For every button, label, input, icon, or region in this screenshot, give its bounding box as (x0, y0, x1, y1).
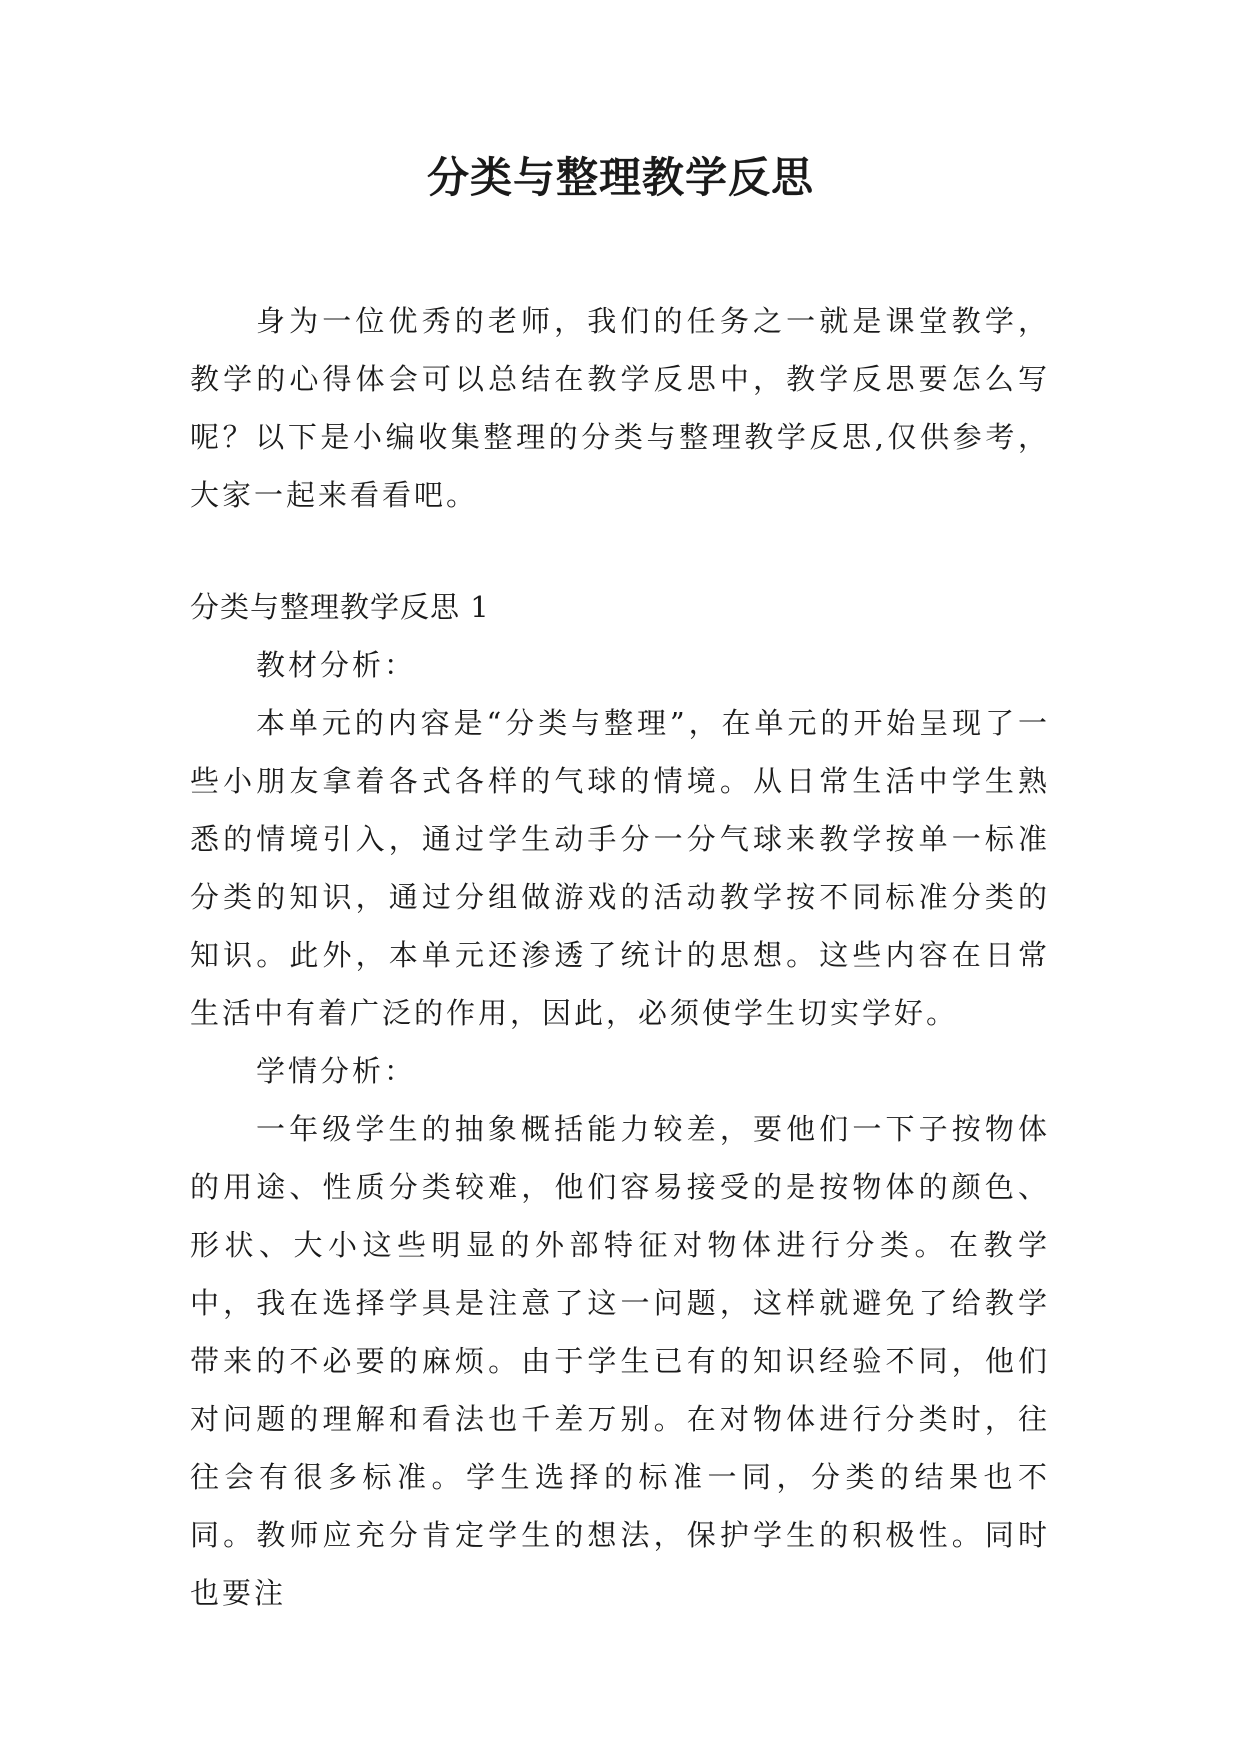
document-title: 分类与整理教学反思 (426, 153, 814, 202)
intro-paragraph: 身为一位优秀的老师，我们的任务之一就是课堂教学，教学的心得体会可以总结在教学反思中，教学反思要怎么写呢？以下是小编收集整理的分类与整理教学反思,仅供参考，大家一起来看看吧。 (190, 304, 1050, 512)
textbook-analysis-paragraph: 本单元的内容是“分类与整理”，在单元的开始呈现了一些小朋友拿着各式各样的气球的情境。从日常生活中学生熟悉的情境引入，通过学生动手分一分气球来教学按单一标准分类的知识，通过分组做游戏的活动教学按不同标准分类的知识。此外，本单元还渗透了统计的思想。这些内容在日常生活中有着广泛的作用，因此，必须使学生切实学好。 (190, 706, 1050, 1030)
section-heading: 分类与整理教学反思 1 (190, 590, 490, 624)
textbook-analysis-label: 教材分析： (256, 648, 417, 682)
student-analysis-paragraph: 一年级学生的抽象概括能力较差，要他们一下子按物体的用途、性质分类较难，他们容易接受的是按物体的颜色、形状、大小这些明显的外部特征对物体进行分类。在教学中，我在选择学具是注意了这一问题，这样就避免了给教学带来的不必要的麻烦。由于学生已有的知识经验不同，他们对问题的理解和看法也千差万别。在对物体进行分类时，往往会有很多标准。学生选择的标准一同，分类的结果也不同。教师应充分肯定学生的想法，保护学生的积极性。同时也要注 (190, 1112, 1050, 1610)
student-analysis-label: 学情分析： (256, 1054, 417, 1088)
